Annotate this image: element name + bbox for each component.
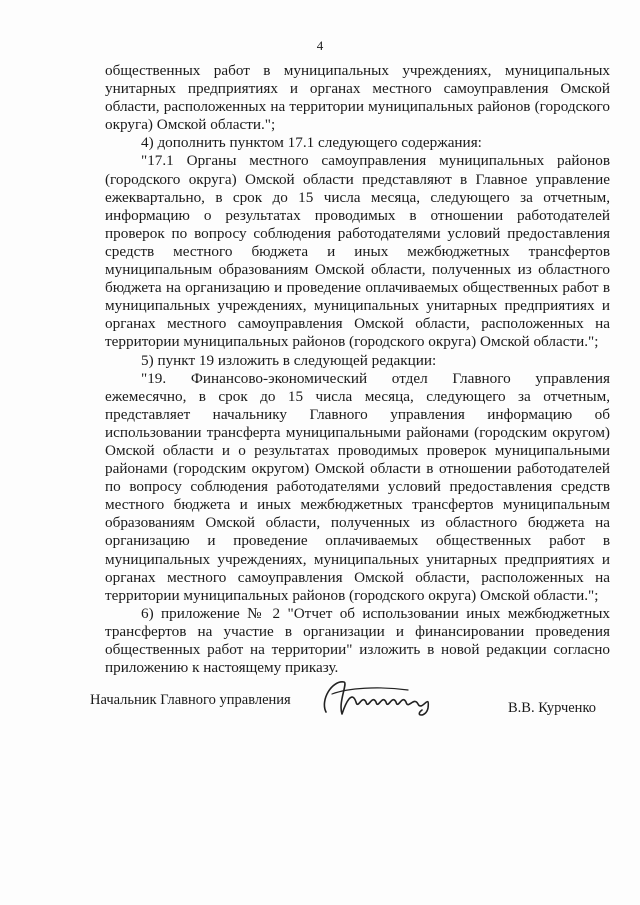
paragraph-clause-17-1: "17.1 Органы местного самоуправления муниципальных районов (городского округа) Омской области представляют в Главное управление ежеквартально, в срок до 15 числа месяца, следующего за отчетным, информацию о результатах проводимых в отношении работодателей проверок по вопросу соблюдения работодателями условий предоставления средств местного бюджета и иных межбюджетных трансфертов муниципальным образованиям Омской области, полученных из областного бюджета на организацию и проведение оплачиваемых общественных работ в муниципальных учреждениях, муниципальных унитарных предприятиях и органах местного самоуправления Омской области, расположенных на территории муниципальных районов (городского округа) Омской области."; xyxy=(105,152,610,351)
page-number: 4 xyxy=(316,38,324,53)
paragraph-clause-19: "19. Финансово-экономический отдел Главного управления ежемесячно, в срок до 15 числа месяца, следующего за отчетным, представляет начальнику Главного управления информацию об использовании трансферта муниципальными районами (городским округом) Омской области и о результатах проводимых проверок муниципальными районами (городским округом) Омской области в отношении работодателей по вопросу соблюдения работодателями условий предоставления средств местного бюджета и иных межбюджетных трансфертов муниципальным образованиям Омской области, полученных из областного бюджета на организацию и проведение оплачиваемых общественных работ в муниципальных учреждениях, муниципальных унитарных предприятиях и органах местного самоуправления Омской области, расположенных на территории муниципальных районов (городского округа) Омской области."; xyxy=(105,369,610,604)
signature-block xyxy=(90,672,610,732)
paragraph-item-5: 5) пункт 19 изложить в следующей редакции: xyxy=(141,351,437,369)
paragraph-continuation: общественных работ в муниципальных учреждениях, муниципальных унитарных предприятиях и органах местного самоуправления Омской области, расположенных на территории муниципальных районов (городского округа) Омской области."; xyxy=(105,62,610,134)
signatory-name: В.В. Курченко xyxy=(508,700,596,716)
signatory-position: Начальник Главного управления xyxy=(90,692,291,708)
document-body xyxy=(105,62,610,677)
paragraph-item-6: 6) приложение № 2 "Отчет об использовании иных межбюджетных трансфертов на участие в организации и финансировании проведения общественных работ на территории" изложить в новой редакции согласно приложению к настоящему приказу. xyxy=(105,604,610,677)
paragraph-item-4: 4) дополнить пунктом 17.1 следующего содержания: xyxy=(141,134,482,152)
handwritten-signature xyxy=(318,672,448,722)
